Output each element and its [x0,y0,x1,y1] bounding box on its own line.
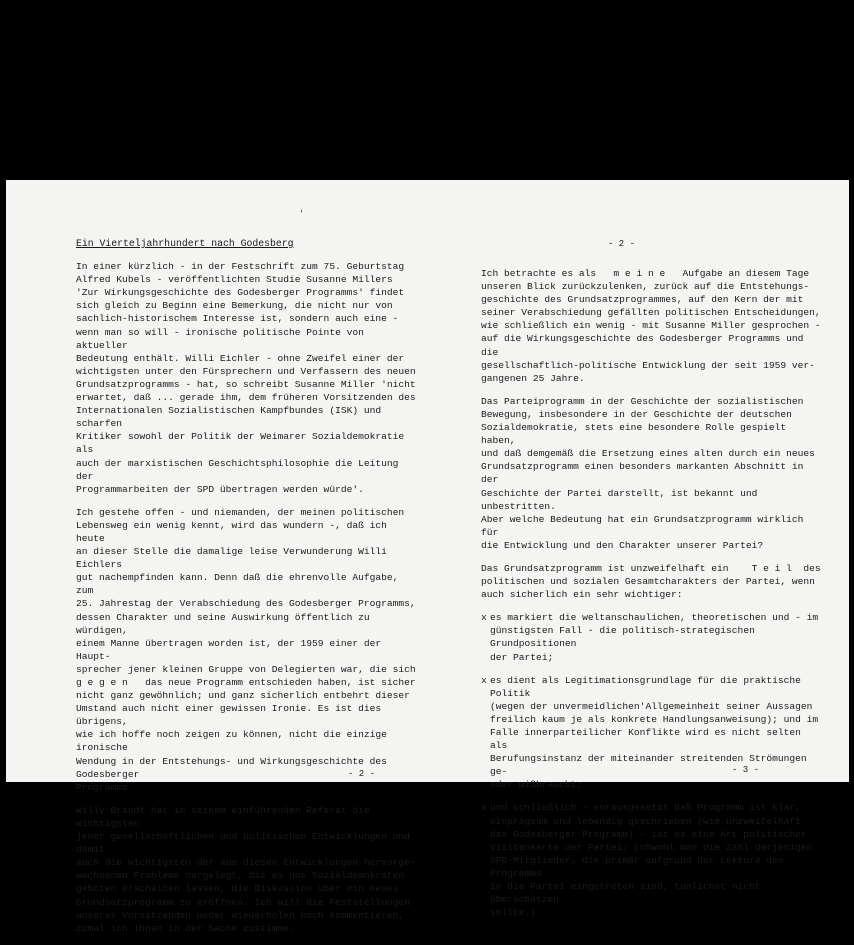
page-title: Ein Vierteljahrhundert nach Godesberg [76,238,294,249]
list-item [481,611,821,663]
list-item-text: es dient als Legitimationsgrundlage für die praktische Politik (wegen der unvermeidlichen'Allgemeinheit seiner Aussagen freilich kaum je als konkrete Handlungsanweisung); und im Falle innerparteilicher Konflikte wird es nicht selten als Berufungsinstanz der miteinander streitenden Strömungen ge- oder mißbraucht; [490,674,819,791]
bullet-mark: x [481,674,487,686]
list-item-text: und schließlich - vorausgesetzt daß Programm ist klar, einprägsam und lebendig geschrieben (wie unzweifelhaft das Godesberger Programm) - ist es eine Art politischer Visitenkarte der Partei; (obwohl man die Zahl derjenigen SPD-Mitglieder, die primär aufgrund der Lektüre des Programms in die Partei eingetreten sind, tunlichst nicht überschätzen sollte.) [490,802,813,919]
list-item [481,801,821,919]
right-page [481,267,821,929]
paragraph: Das Grundsatzprogramm ist unzweifelhaft ein T e i l des politischen und sozialen Gesamtcharakters der Partei, wenn auch sicherlich ein sehr wichtiger: [481,562,821,601]
page-number-left: - 2 - [348,769,376,779]
paragraph: Ich betrachte es als m e i n e Aufgabe an diesem Tage unseren Blick zurückzulenken, zurück auf die Entstehungs- geschichte des Grundsatzprogrammes, auf den Kern der mit seiner Verabschiedung gefällten politischen Entscheidungen, wie schließlich ein wenig - mit Susanne Miller gesprochen - auf die Wirkungsgeschichte des Godesberger Programms und die gesellschaftlich-politische Entwicklung der seit 1959 ver- gangenen 25 Jahre. [481,268,821,384]
paragraph: Willy Brandt hat in seinem einführenden Referat die wichtigsten jener gesellschaftlichen und politischen Entwicklungen und damit auch die wichtigsten der aus diesen Entwicklungen hervorge- wachsenen Probleme dargelegt, die es uns Sozialdemokraten geboten erscheinen lassen, die Diskussion über ein neues Grundsatzprogramm zu eröffnen. Ich will die Feststellungen unseres Vorsitzenden weder wiederholen noch kommentieren, zumal ich ihnen in der Sache zustimme. [76,804,416,934]
bullet-mark: x [481,802,487,814]
page-number-right: - 3 - [732,765,760,775]
paragraph: Ich gestehe offen - und niemanden, der meinen politischen Lebensweg ein wenig kennt, wird das wundern -, daß ich heute an dieser Stelle die damalige leise Verwunderung Willi Eichlers gut nachempfinden kann. Denn daß die ehrenvolle Aufgabe, zum 25. Jahrestag der Verabschiedung des Godesberger Programms, dessen Charakter und seine Auswirkung öffentlich zu würdigen, einem Manne übertragen worden ist, der 1959 einer der Haupt- sprecher jener kleinen Gruppe von Delegierten war, die sich g e g e n das neue Programm entschieden haben, ist sicher nicht ganz gewöhnlich; und ganz sicherlich entbehrt dieser Umstand auch nicht einer gewissen Ironie. Es ist dies übrigens, wie ich hoffe noch zeigen zu können, nicht die einzige ironische Wendung in der Entstehungs- und Wirkungsgeschichte des Godesberger Programms. [76,506,416,793]
left-page [76,237,416,945]
list-item [481,674,821,792]
paragraph: Das Parteiprogramm in der Geschichte der sozialistischen Bewegung, insbesondere in der Geschichte der deutschen Sozialdemokratie, stets eine besondere Rolle gespielt haben, und daß demgemäß die Ersetzung eines alten durch ein neues Grundsatzprogramm einen besonders markanten Abschnitt in der Geschichte der Partei darstellt, ist bekannt und unbestritten. Aber welche Bedeutung hat ein Grundsatzprogramm wirklich für die Entwicklung und den Charakter unserer Partei? [481,395,815,551]
list-item-text: es markiert die weltanschaulichen, theoretischen und - im günstigsten Fall - die politisch-strategischen Grundpositionen der Partei; [490,612,819,663]
document-sheet [6,180,849,934]
bullet-mark: x [481,612,487,624]
page-number-top: - 2 - [608,239,636,249]
paragraph: In einer kürzlich - in der Festschrift zum 75. Geburtstag Alfred Kubels - veröffentlichten Studie Susanne Millers 'Zur Wirkungsgeschichte des Godesberger Programms' findet sich gleich zu Beginn eine Bemerkung, die nicht nur von sachlich-historischem Interesse ist, sondern auch eine - wenn man so will - ironische politische Pointe von aktueller Bedeutung enthält. Willi Eichler - ohne Zweifel einer der wichtigsten unter den Fürsprechern und Verfassern des neuen Grundsatzprogramms - hat, so schreibt Susanne Miller 'nicht erwartet, daß ... gerade ihm, dem früheren Vorsitzenden des Internationalen Sozialistischen Kampfbundes (ISK) und scharfen Kritiker sowohl der Politik der Weimarer Sozialdemokratie als auch der marxistischen Geschichtsphilosophie die Leitung der Programmarbeiten der SPD übertragen werden würde'. [76,261,416,495]
stray-mark: ' [299,210,304,219]
